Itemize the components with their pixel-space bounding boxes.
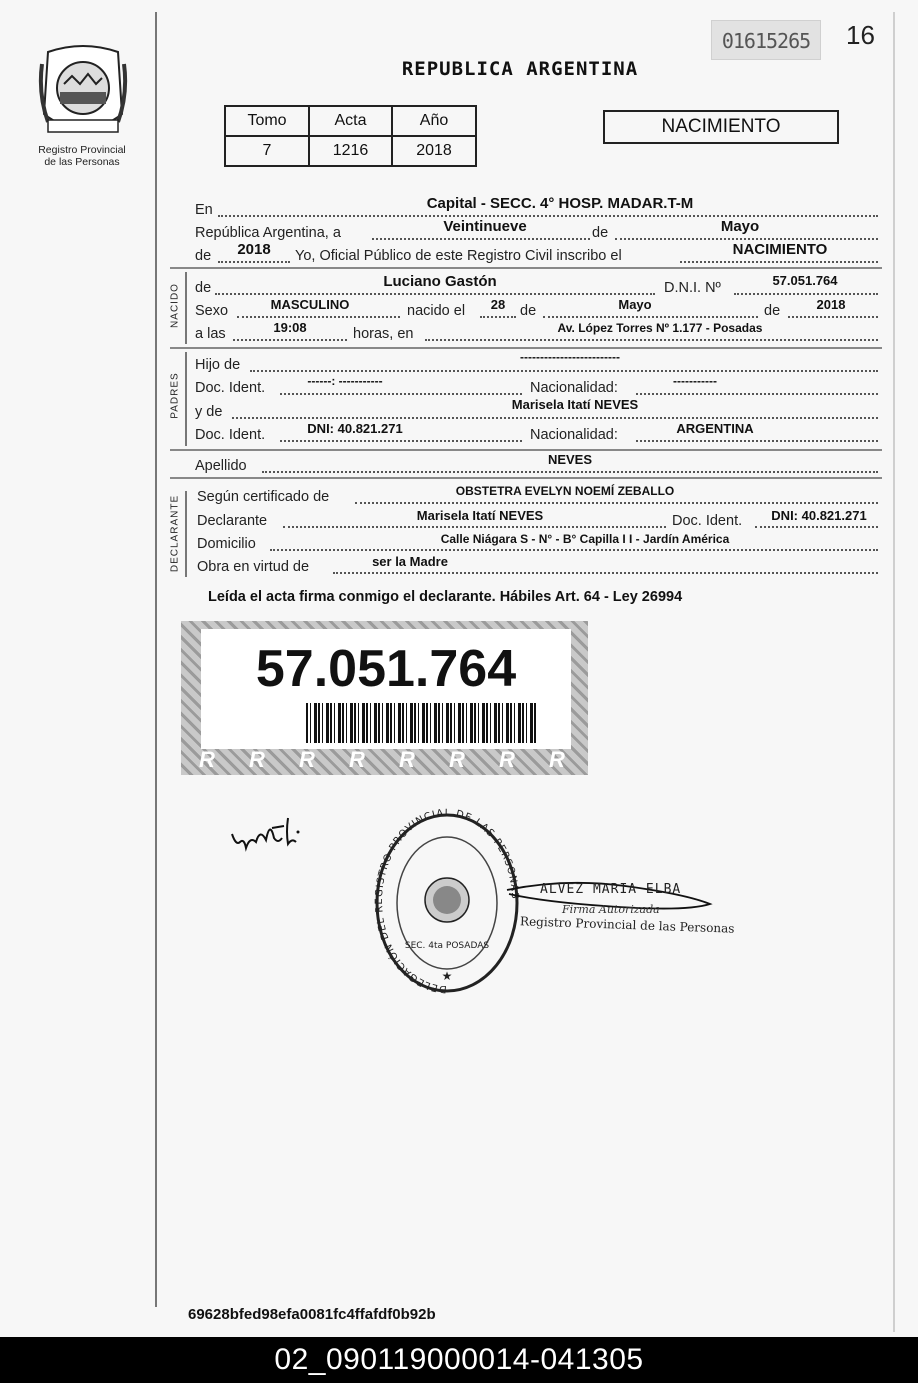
id-sticker-panel <box>201 629 571 749</box>
official-stamp <box>372 808 522 998</box>
hijo-de-label: Hijo de <box>195 357 241 373</box>
record-type-box: NACIMIENTO <box>603 110 839 144</box>
father-doc: ------: ----------- <box>307 374 383 388</box>
barcode <box>306 703 536 743</box>
dotted-line <box>480 316 516 318</box>
folio-number: 16 <box>846 20 875 50</box>
dotted-line <box>270 549 878 551</box>
sticker-mark: R <box>349 747 365 772</box>
declarante-field-label: Declarante <box>197 513 268 529</box>
acta-header: Acta <box>309 106 392 136</box>
dotted-line <box>283 526 666 528</box>
left-margin-rule <box>155 12 157 1307</box>
dotted-line <box>636 440 878 442</box>
place-value: Capital - SECC. 4° HOSP. MADAR.T-M <box>426 195 694 212</box>
anio-header: Año <box>392 106 476 136</box>
sticker-mark: R <box>549 747 565 772</box>
address-value: Calle Niágara S - N° - B° Capilla I I - Jardín América <box>440 532 730 546</box>
day-value: Veintinueve <box>443 218 527 235</box>
sticker-mark: R <box>199 747 215 772</box>
acta-value: 1216 <box>309 136 392 166</box>
stamp-inner-text: SEC. 4ta POSADAS <box>404 941 490 951</box>
nacido-side-bar <box>185 272 187 344</box>
y-de-label: y de <box>195 404 223 420</box>
dotted-line <box>788 316 878 318</box>
province-seal-logo <box>38 44 128 142</box>
mother-doc: DNI: 40.821.271 <box>307 421 403 436</box>
section-rule <box>170 449 882 451</box>
de-label: de <box>520 303 537 319</box>
year-value: 2018 <box>237 241 271 258</box>
declarante-side-bar <box>185 491 187 577</box>
right-margin-rule <box>893 12 895 1332</box>
dotted-line <box>250 370 878 372</box>
dotted-line <box>237 316 400 318</box>
sticker-mark: R <box>399 747 415 772</box>
birth-month: Mayo <box>618 297 652 312</box>
inscribo-label: Yo, Oficial Público de este Registro Civil inscribo el <box>295 248 622 264</box>
record-table <box>224 105 477 167</box>
event-value: NACIMIENTO <box>732 241 828 258</box>
segun-certificado-label: Según certificado de <box>197 489 330 505</box>
svg-text:★: ★ <box>441 969 453 983</box>
section-rule <box>170 477 882 479</box>
registry-label-line1: Registro Provincial <box>38 144 126 156</box>
dotted-line <box>233 339 347 341</box>
dotted-line <box>280 393 522 395</box>
a-las-label: a las <box>195 326 226 342</box>
sticker-mark: R <box>499 747 515 772</box>
tomo-header: Tomo <box>225 106 309 136</box>
dotted-line <box>215 293 655 295</box>
obra-label: Obra en virtud de <box>197 559 310 575</box>
dotted-line <box>755 526 878 528</box>
registry-label <box>22 144 142 168</box>
child-name: Luciano Gastón <box>383 273 497 290</box>
sticker-mark: R <box>449 747 465 772</box>
record-table-header <box>225 106 476 136</box>
de-label: de <box>592 225 609 241</box>
declarant-name: Marisela Itatí NEVES <box>416 508 544 523</box>
dotted-line <box>543 316 758 318</box>
sexo-label: Sexo <box>195 303 229 319</box>
mother-name: Marisela Itatí NEVES <box>511 397 639 412</box>
republica-label: República Argentina, a <box>195 225 341 241</box>
country-title: REPUBLICA ARGENTINA <box>401 58 639 80</box>
serial-number: 01615265 <box>711 20 821 60</box>
padres-label: PADRES <box>169 372 181 419</box>
record-table-values <box>225 136 476 166</box>
birth-place: Av. López Torres Nº 1.177 - Posadas <box>557 321 763 335</box>
id-sticker-number: 57.051.764 <box>255 640 517 698</box>
sticker-mark: R <box>299 747 315 772</box>
dotted-line <box>425 339 878 341</box>
signer-organization: Registro Provincial de las Personas <box>519 914 735 936</box>
sticker-mark: R <box>249 747 265 772</box>
dotted-line <box>333 572 878 574</box>
domicilio-label: Domicilio <box>197 536 256 552</box>
month-value: Mayo <box>720 218 760 235</box>
section-rule <box>170 347 882 349</box>
declarant-signature <box>226 798 316 868</box>
nacido-el-label: nacido el <box>407 303 466 319</box>
dotted-line <box>372 238 590 240</box>
child-dni: 57.051.764 <box>772 273 838 288</box>
id-sticker <box>181 621 588 775</box>
certifier-value: OBSTETRA EVELYN NOEMÍ ZEBALLO <box>455 484 675 498</box>
dotted-line <box>355 502 878 504</box>
anio-value: 2018 <box>392 136 476 166</box>
dotted-line <box>680 261 878 263</box>
en-label: En <box>195 202 213 218</box>
nacido-de-label: de <box>195 280 212 296</box>
dni-label: D.N.I. Nº <box>664 280 721 296</box>
apellido-label: Apellido <box>195 458 247 474</box>
tomo-value: 7 <box>225 136 309 166</box>
dotted-line <box>636 393 878 395</box>
closing-statement: Leída el acta firma conmigo el declarante. Hábiles Art. 64 - Ley 26994 <box>208 589 683 605</box>
doc-ident-label: Doc. Ident. <box>672 513 743 529</box>
declarant-doc: DNI: 40.821.271 <box>771 508 867 523</box>
dotted-line <box>232 417 878 419</box>
father-name: ------------------------- <box>520 350 620 364</box>
document-hash: 69628bfed98efa0081fc4ffafdf0b92b <box>188 1306 436 1323</box>
horas-label: horas, en <box>353 326 414 342</box>
mother-nationality: ARGENTINA <box>676 421 754 436</box>
father-nationality: ----------- <box>673 374 717 388</box>
nacionalidad-label: Nacionalidad: <box>530 427 618 443</box>
stamp-ring-text: DELEGACIÓN DEL REGISTRO PROVINCIAL DE LAS PERSONAS <box>374 808 521 995</box>
padres-side-bar <box>185 352 187 446</box>
sexo-value: MASCULINO <box>270 297 350 312</box>
dotted-line <box>218 261 290 263</box>
birth-year: 2018 <box>816 297 846 312</box>
de-label: de <box>764 303 781 319</box>
dotted-line <box>280 440 522 442</box>
declarante-label: DECLARANTE <box>169 494 181 573</box>
section-rule <box>170 267 882 269</box>
doc-ident-label: Doc. Ident. <box>195 380 266 396</box>
registry-label-line2: de las Personas <box>44 156 120 168</box>
birth-time: 19:08 <box>273 320 307 335</box>
signer-role: Firma Autorizada <box>562 903 660 916</box>
apellido-value: NEVES <box>547 452 593 467</box>
doc-ident-label: Doc. Ident. <box>195 427 266 443</box>
obra-value: ser la Madre <box>372 554 448 569</box>
birth-day: 28 <box>490 297 506 312</box>
footer-code: 02_090119000014-041305 <box>274 1343 644 1376</box>
dotted-line <box>218 215 878 217</box>
dotted-line <box>615 238 878 240</box>
signer-name: ALVEZ MARIA ELBA <box>540 882 682 897</box>
dotted-line <box>734 293 878 295</box>
nacionalidad-label: Nacionalidad: <box>530 380 618 396</box>
de-year-label: de <box>195 248 212 264</box>
dotted-line <box>262 471 878 473</box>
nacido-label: NACIDO <box>169 283 181 328</box>
